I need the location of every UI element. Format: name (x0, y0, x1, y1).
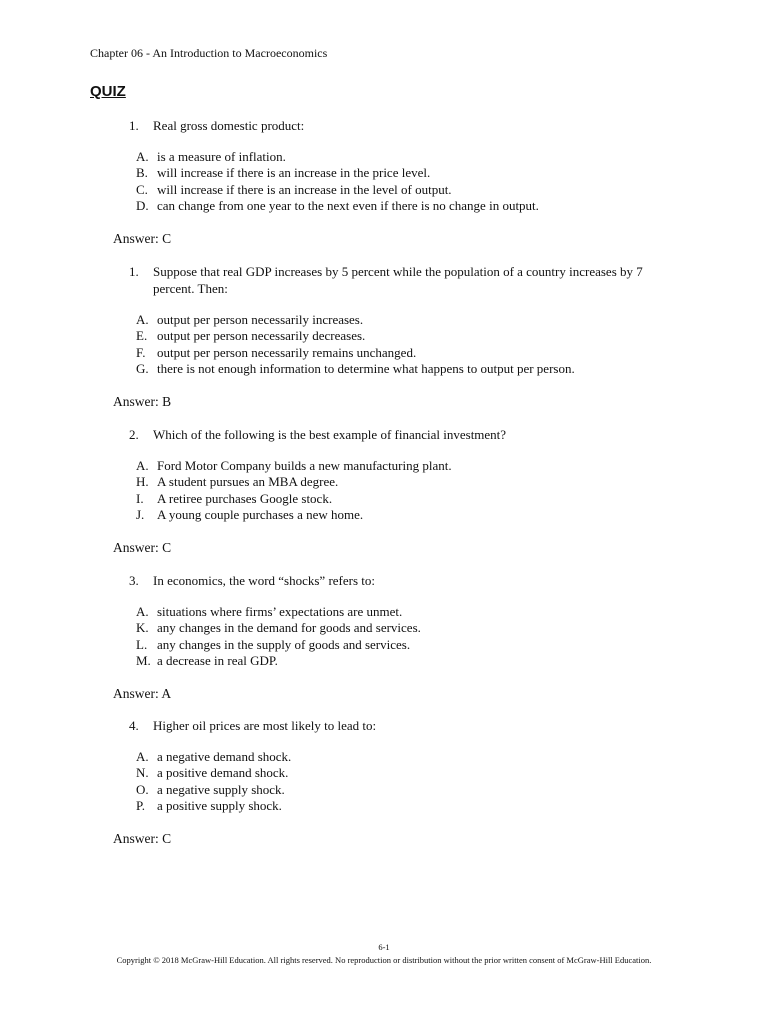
option-text: Ford Motor Company builds a new manufacturing plant. (157, 458, 452, 473)
option-letter: A. (136, 604, 149, 619)
question (129, 117, 674, 134)
option-list (136, 604, 768, 669)
option-list (136, 749, 768, 814)
option-letter: A. (136, 312, 149, 327)
question-number: 4. (129, 718, 139, 733)
option-text: A young couple purchases a new home. (157, 506, 364, 522)
option-list (136, 458, 768, 523)
option-text: a positive demand shock. (157, 765, 289, 781)
option-text: a decrease in real GDP. (157, 652, 278, 668)
option-item (136, 198, 768, 214)
option-text: will increase if there is an increase in the price level. (157, 165, 431, 181)
option-item (136, 345, 768, 361)
option-letter: J. (136, 506, 145, 522)
option-letter: H. (136, 474, 149, 490)
question-number: 3. (129, 573, 139, 588)
option-list (136, 312, 768, 377)
option-letter: L. (136, 636, 148, 652)
option-text: will increase if there is an increase in the level of output. (157, 181, 452, 197)
option-letter: M. (136, 652, 151, 668)
option-letter: K. (136, 620, 149, 636)
option-letter: C. (136, 181, 148, 197)
option-letter: A. (136, 458, 149, 473)
option-letter: I. (136, 490, 144, 506)
question-block (0, 117, 768, 247)
page-number: 6-1 (378, 942, 390, 952)
option-text: there is not enough information to determine what happens to output per person. (157, 360, 575, 376)
question (129, 717, 674, 734)
answer-text: Answer: C (113, 540, 172, 556)
question-block (0, 426, 768, 556)
answer-text: Answer: B (113, 394, 172, 410)
option-item (136, 507, 768, 523)
copyright-notice: Copyright © 2018 McGraw-Hill Education. All rights reserved. No reproduction or distribution without the prior written consent of McGraw-Hill Education. (116, 955, 652, 965)
option-item (136, 653, 768, 669)
question (129, 263, 674, 297)
option-item (136, 328, 768, 344)
option-text: a negative supply shock. (157, 781, 285, 797)
option-item (136, 765, 768, 781)
option-letter: E. (136, 328, 148, 344)
question-text: Real gross domestic product: (153, 118, 305, 133)
option-text: A retiree purchases Google stock. (157, 490, 333, 506)
question (129, 426, 674, 443)
question-number: 1. (129, 118, 139, 133)
option-text: any changes in the supply of goods and services. (157, 636, 411, 652)
option-letter: A. (136, 749, 149, 764)
question-block (0, 263, 768, 410)
answer-text: Answer: C (113, 231, 172, 247)
option-item (136, 637, 768, 653)
option-item (136, 749, 768, 765)
question-text: Higher oil prices are most likely to lead to: (153, 718, 377, 733)
question-block (0, 572, 768, 702)
quiz-title: QUIZ (90, 83, 126, 100)
option-item (136, 604, 768, 620)
question-number: 1. (129, 264, 139, 279)
option-item (136, 312, 768, 328)
option-item (136, 165, 768, 181)
option-letter: N. (136, 765, 149, 781)
option-list (136, 149, 768, 214)
chapter-header: Chapter 06 - An Introduction to Macroeconomics (90, 46, 328, 60)
option-item (136, 491, 768, 507)
answer-text: Answer: A (113, 686, 172, 702)
answer-text: Answer: C (113, 831, 172, 847)
question-text: Suppose that real GDP increases by 5 percent while the population of a country increases by 7 percent. Then: (153, 264, 643, 296)
question-text: Which of the following is the best example of financial investment? (153, 427, 507, 442)
option-letter: A. (136, 149, 149, 164)
option-letter: D. (136, 197, 149, 213)
option-item (136, 361, 768, 377)
option-letter: F. (136, 344, 146, 360)
option-item (136, 474, 768, 490)
option-text: can change from one year to the next even if there is no change in output. (157, 197, 539, 213)
option-text: a negative demand shock. (157, 749, 292, 764)
option-text: A student pursues an MBA degree. (157, 474, 339, 490)
option-item (136, 149, 768, 165)
option-letter: P. (136, 797, 146, 813)
option-item (136, 458, 768, 474)
option-text: output per person necessarily remains unchanged. (157, 344, 417, 360)
option-text: output per person necessarily decreases. (157, 328, 366, 344)
question (129, 572, 674, 589)
option-letter: B. (136, 165, 148, 181)
option-text: output per person necessarily increases. (157, 312, 364, 327)
question-text: In economics, the word “shocks” refers to: (153, 573, 376, 588)
question-number: 2. (129, 427, 139, 442)
question-block (0, 717, 768, 847)
option-text: any changes in the demand for goods and services. (157, 620, 421, 636)
option-item (136, 782, 768, 798)
option-text: is a measure of inflation. (157, 149, 286, 164)
option-letter: O. (136, 781, 149, 797)
option-item (136, 182, 768, 198)
option-text: a positive supply shock. (157, 797, 282, 813)
option-letter: G. (136, 360, 149, 376)
option-item (136, 798, 768, 814)
option-item (136, 620, 768, 636)
option-text: situations where firms’ expectations are unmet. (157, 604, 403, 619)
